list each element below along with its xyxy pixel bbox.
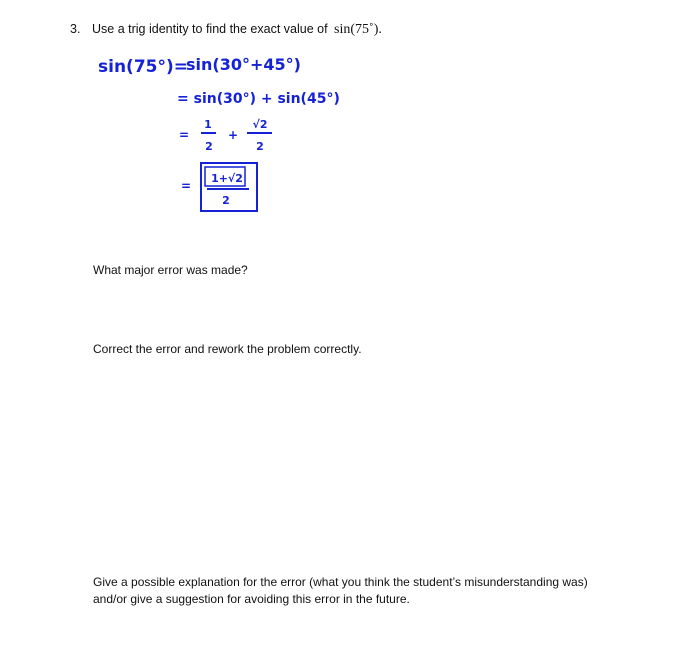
handwritten-work: [0, 0, 700, 230]
question-text: Use a trig identity to find the exact value of: [92, 22, 328, 36]
hw-equals-3: =: [179, 128, 190, 142]
hw-line1-left: sin(75°)=: [98, 57, 188, 77]
hw-frac2-num: √2: [252, 118, 268, 131]
hw-plus: +: [228, 128, 239, 142]
hw-frac2-den: 2: [256, 140, 264, 153]
prompt-error: What major error was made?: [93, 263, 248, 277]
question-number: 3.: [70, 22, 81, 36]
hw-line1-right: sin(30°+45°): [186, 55, 301, 74]
prompt-explanation: Give a possible explanation for the error (what you think the student’s misunderstanding was) and/or give a suggestion for avoiding this error in the future.: [93, 575, 588, 606]
hw-line2: = sin(30°) + sin(45°): [177, 91, 340, 107]
hw-equals-4: =: [181, 179, 192, 193]
hw-frac1-den: 2: [205, 140, 213, 153]
hw-frac1-num: 1: [204, 118, 212, 131]
hw-final-den: 2: [222, 194, 230, 207]
question-expression: sin(75˚).: [334, 22, 382, 37]
prompt-correct: Correct the error and rework the problem correctly.: [93, 342, 362, 356]
hw-final-num: 1+√2: [211, 172, 243, 185]
